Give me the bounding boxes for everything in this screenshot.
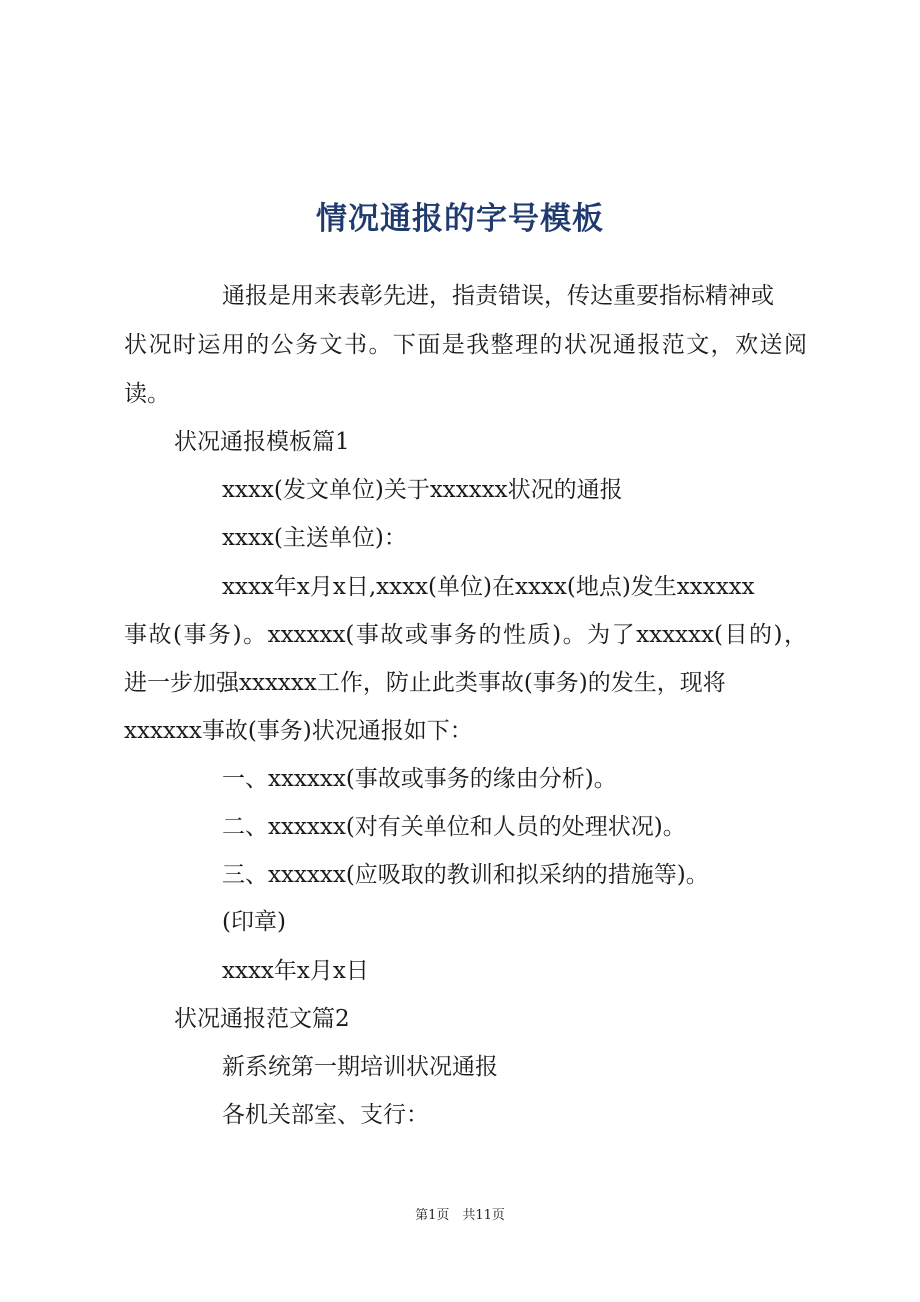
- list-item: 二、xxxxxx(对有关单位和人员的处理状况)。: [222, 814, 686, 840]
- body-line: 各机关部室、支行：: [222, 1102, 429, 1128]
- body-line: xxxx(发文单位)关于xxxxxx状况的通报: [222, 477, 623, 503]
- section-heading: 状况通报模板篇1: [174, 429, 350, 455]
- seal-line: (印章): [222, 909, 286, 935]
- body-line: 进一步加强xxxxxx工作，防止此类事故(事务)的发生，现将: [124, 670, 726, 696]
- body-line: 状况时运用的公务文书。下面是我整理的状况通报范文，欢送阅: [124, 332, 807, 358]
- body-line: xxxx年x月x日,xxxx(单位)在xxxx(地点)发生xxxxxx: [222, 574, 755, 600]
- body-line: xxxxxx事故(事务)状况通报如下：: [124, 718, 473, 744]
- body-line: 读。: [124, 381, 170, 407]
- date-line: xxxx年x月x日: [222, 958, 369, 984]
- section-heading: 状况通报范文篇2: [174, 1006, 350, 1032]
- list-item: 三、xxxxxx(应吸取的教训和拟采纳的措施等)。: [222, 862, 709, 888]
- page-footer: 第1页 共11页: [415, 1208, 505, 1223]
- body-line: 新系统第一期培训状况通报: [222, 1054, 498, 1080]
- body-line: 事故(事务)。xxxxxx(事故或事务的性质)。为了xxxxxx(目的)，: [124, 622, 807, 648]
- body-line: xxxx(主送单位)：: [222, 525, 407, 551]
- document-title: 情况通报的字号模板: [316, 201, 604, 237]
- list-item: 一、xxxxxx(事故或事务的缘由分析)。: [222, 766, 617, 792]
- body-line: 通报是用来表彰先进，指责错误，传达重要指标精神或: [222, 283, 774, 309]
